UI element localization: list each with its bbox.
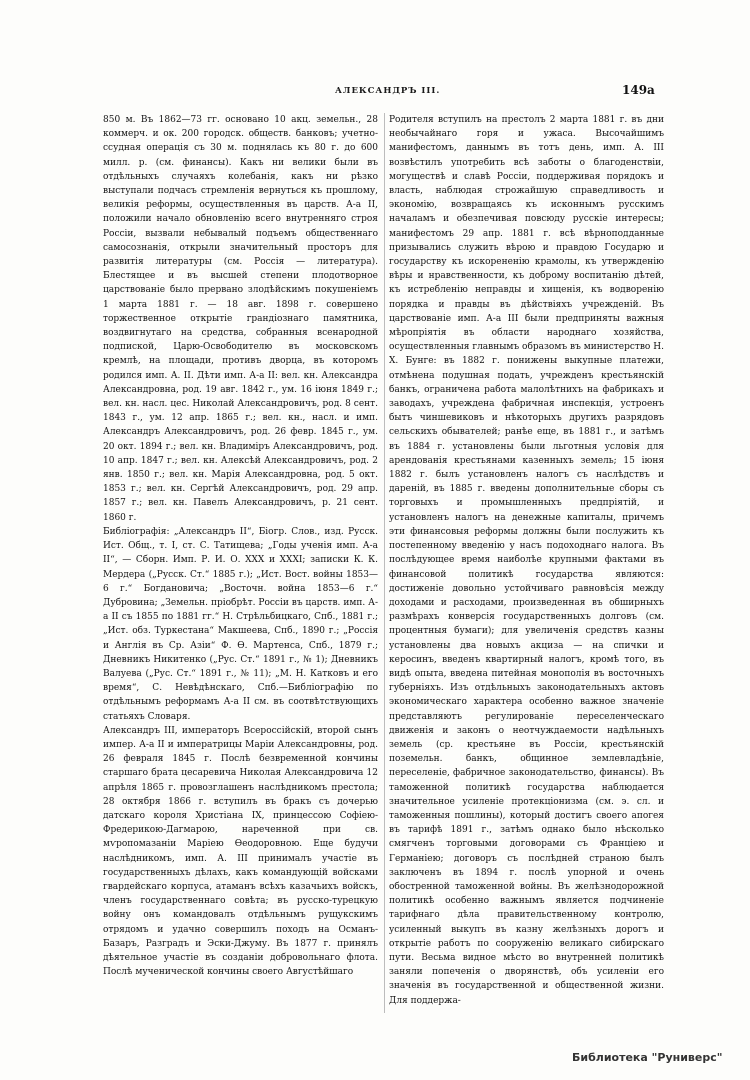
paragraph-reign: Родителя вступилъ на престолъ 2 марта 1881 г. въ дни необычайнаго горя и ужаса. Высочайшимъ манифестомъ, даннымъ въ тотъ день, имп. А. III возвѣстилъ употребить всѣ заботы о благоденствіи, могуществѣ и славѣ Россіи, поддерживая порядокъ и власть, наблюдая строжайшую справедливость и экономію, возвращаясь къ исконнымъ русскимъ началамъ и обезпечивая повсюду русскіе интересы; манифестомъ 29 апр. 1881 г. всѣ вѣрноподданные призывались служить вѣрою и правдою Государю и государству къ искорененію крамолы, къ утвержденію вѣры и нравственности, къ доброму воспитанію дѣтей, къ истребленію неправды и хищенія, къ водворенію порядка и правды въ дѣйствіяхъ учрежденій. Въ царствованіе имп. А-а III были предприняты важныя мѣропріятія въ области народнаго хозяйства, осуществленныя главнымъ образомъ въ министерство Н. Х. Бунге: въ 1882 г. понижены выкупные платежи, отмѣнена подушная подать, учрежденъ крестьянскій банкъ, ограничена работа малолѣтнихъ на фабрикахъ и заводахъ, учреждена фабричная инспекція, устроенъ бытъ чиншевиковъ и нѣкоторыхъ другихъ разрядовъ сельскихъ обывателей; ранѣе еще, въ 1881 г., и затѣмъ въ 1884 г. установлены были льготныя условія для арендованія крестьянами казенныхъ земель; 15 іюня 1882 г. былъ установленъ налогъ съ наслѣдствъ и дареній, въ 1885 г. введены дополнительные сборы съ торговыхъ и промышленныхъ предпріятій, и установленъ налогъ на денежные капиталы, причемъ эти финансовыя реформы должны были послужить къ постепенному введенію у насъ подоходнаго налога. Въ послѣдующее время наиболѣе крупными фактами въ финансовой политикѣ государства являются: достиженіе довольно устойчиваго равновѣсія между доходами и расходами, произведенная въ обширныхъ размѣрахъ конверсія государственныхъ долговъ (см. процентныя бумаги); для увеличенія средствъ казны установлены два новыхъ акциза — на спички и керосинъ, введенъ квартирный налогъ, кромѣ того, въ видѣ опыта, введена питейная монополія въ восточныхъ губерніяхъ. Изъ отдѣльныхъ законодательныхъ актовъ экономическаго характера особенно важное значеніе представляютъ регулированіе переселенческаго движенія и законъ о неотчуждаемости надѣльныхъ земель (ср. крестьяне въ Россіи, крестьянскій поземельн. банкъ, общинное землевладѣніе, переселеніе, фабричное законодательство, финансы). Въ таможенной политикѣ государства наблюдается значительное усиленіе протекціонизма (см. э. сл. и таможенныя пошлины), который достигъ своего апогея въ тарифѣ 1891 г., затѣмъ однако было нѣсколько смягченъ торговыми договорами съ Франціею и Германіею; договоръ съ послѣдней страною былъ заключенъ въ 1894 г. послѣ упорной и очень обостренной таможенной войны. Въ желѣзнодорожной политикѣ особенно важнымъ является подчиненіе тарифнаго дѣла правительственному контролю, усиленный выкупъ въ казну желѣзныхъ дорогъ и открытіе работъ по сооруженію великаго сибирскаго пути. Весьма видное мѣсто во внутренней политикѣ заняли попеченія о дворянствѣ, объ усиленіи его значенія въ государственной и общественной жизни. Для поддержа- <box>389 115 664 1006</box>
page-number: 149а <box>622 83 655 97</box>
page-header <box>0 83 750 102</box>
column-divider <box>384 113 385 1013</box>
running-head: АЛЕКСАНДРЪ III. <box>335 86 441 96</box>
left-column <box>103 113 378 1018</box>
paragraph-bibliography: Библіографія: „Александръ II“, Біогр. Слов., изд. Русск. Ист. Общ., т. I, ст. С. Татищева; „Годы ученія имп. А-а II“, — Сборн. Имп. Р. И. О. XXX и XXXI; записки К. К. Мердера („Русск. Ст.“ 1885 г.); „Ист. Вост. войны 1853—6 г.“ Богдановича; „Восточн. война 1853—6 г.“ Дубровина; „Земельн. пріобрѣт. Россіи въ царств. имп. А-а II съ 1855 по 1881 гг.“ Н. Стрѣльбицкаго, Спб., 1881 г.; „Ист. обз. Туркестана“ Макшеева, Спб., 1890 г.; „Россія и Англія въ Ср. Азіи“ Ф. Ѳ. Мартенса, Спб., 1879 г.; Дневникъ Никитенко („Рус. Ст.“ 1891 г., № 1); Дневникъ Валуева („Рус. Ст.“ 1891 г., № 11); „М. Н. Катковъ и его время“, С. Невѣдѣнскаго, Спб.—Библіографію по отдѣльнымъ реформамъ А-а II см. въ соотвѣтствующихъ статьяхъ Словаря. <box>103 526 378 722</box>
right-column <box>389 113 664 1018</box>
paragraph-reforms: 850 м. Въ 1862—73 гг. основано 10 акц. земельн., 28 коммерч. и ок. 200 городск. обществ. банковъ; учетно-ссудная операція съ 30 м. поднялась къ 80 г. до 600 милл. р. (см. финансы). Какъ ни велики были въ отдѣльныхъ случаяхъ колебанія, какъ ни рѣзко выступали подчасъ стремленія вернуться къ прошлому, великія реформы, осуществленныя въ царств. А-а II, положили начало обновленію всего внутренняго строя Россіи, вызвали небывалый подъемъ общественнаго самосознанія, открыли значительный просторъ для развитія литературы (см. Россія — литература). Блестящее и въ высшей степени плодотворное царствованіе было прервано злодѣйскимъ покушеніемъ 1 марта 1881 г. — 18 авг. 1898 г. совершено торжественное открытіе грандіознаго памятника, воздвигнутаго на средства, собранныя всенародной подпиской, Царю-Освободителю въ московскомъ кремлѣ, на площади, противъ дворца, въ которомъ родился имп. А. II. Дѣти имп. А-а II: вел. кн. Александра Александровна, род. 19 авг. 1842 г., ум. 16 іюня 1849 г.; вел. кн. насл. цес. Николай Александровичъ, род. 8 сент. 1843 г., ум. 12 апр. 1865 г.; вел. кн., насл. и имп. Александръ Александровичъ, род. 26 февр. 1845 г., ум. 20 окт. 1894 г.; вел. кн. Владиміръ Александровичъ, род. 10 апр. 1847 г.; вел. кн. Алексѣй Александровичъ, род. 2 янв. 1850 г.; вел. кн. Марія Александровна, род. 5 окт. 1853 г.; вел. кн. Сергѣй Александровичъ, род. 29 апр. 1857 г.; вел. кн. Павелъ Александровичъ, р. 21 сент. 1860 г. <box>103 115 378 523</box>
paragraph-alexander-iii-entry: Александръ III, императоръ Всероссійскій, второй сынъ импер. А-а II и императрицы Маріи Александровны, род. 26 февраля 1845 г. Послѣ безвременной кончины старшаго брата цесаревича Николая Александровича 12 апрѣля 1865 г. провозглашенъ наслѣдникомъ престола; 28 октября 1866 г. вступилъ въ бракъ съ дочерью датскаго короля Христіана IX, принцессою Софіею-Фредерикою-Дагмарою, нареченной при св. мѵропомазаніи Маріею Ѳеодоровною. Еще будучи наслѣдникомъ, имп. А. III принималъ участіе въ государственныхъ дѣлахъ, какъ командующій войсками гвардейскаго корпуса, атаманъ всѣхъ казачьихъ войскъ, членъ государственнаго совѣта; въ русско-турецкую войну онъ командовалъ отдѣльнымъ рущукскимъ отрядомъ и удачно совершилъ походъ на Османъ-Базаръ, Разградъ и Эски-Джуму. Въ 1877 г. принялъ дѣятельное участіе въ созданіи добровольнаго флота. Послѣ мученической кончины своего Августѣйшаго <box>103 725 378 978</box>
library-watermark: Библиотека "Руниверс" <box>572 1051 723 1064</box>
